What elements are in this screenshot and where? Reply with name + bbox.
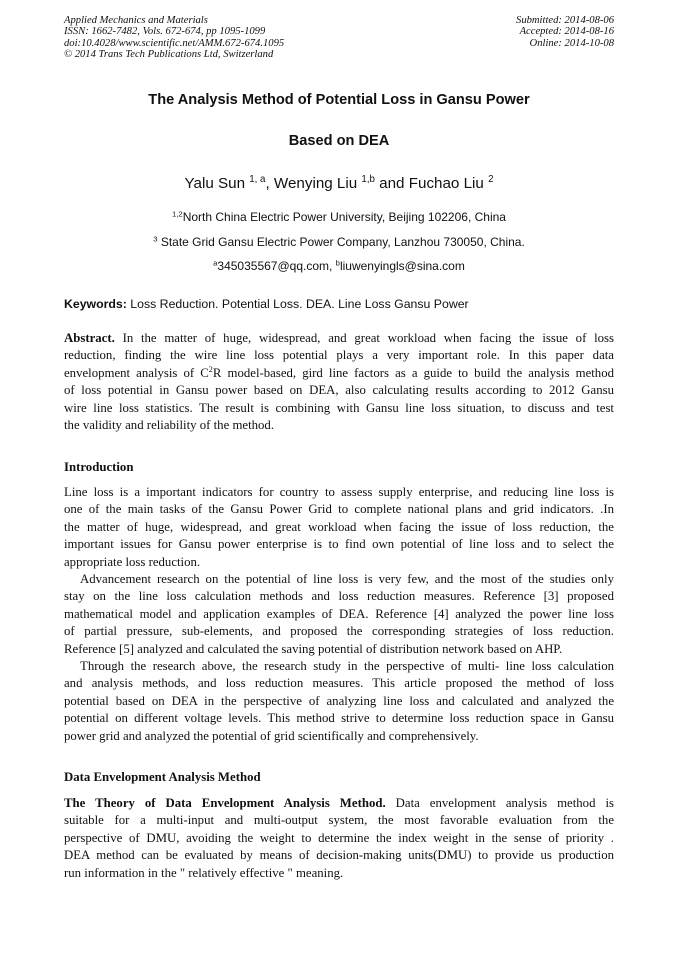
dea-theory-subheading: The Theory of Data Envelopment Analysis Method. [64,796,386,810]
email-b-marker: b [335,258,340,268]
online-date: Online: 2014-10-08 [529,37,614,49]
body-line: the matter of huge, widespread, and great workload when facing the issue of loss reduction, the [64,519,614,534]
abstract-text: In the matter of huge, widespread, and great workload when facing the issue of loss [114,331,614,345]
body-line: potential based on DEA in the perspective of analyzing line loss and calculated and analyzed the [64,693,614,708]
body-line: one of the main tasks of the Gansu Power Grid to complete national plans and grid indicators. .In [64,502,614,517]
submission-dates [516,15,614,49]
author-1-affiliation: 1, a [249,173,266,185]
body-line: mathematical model and application examples of DEA. Reference [4] analyzed the power line loss [64,606,614,621]
body-line: Through the research above, the research study in the perspective of multi- line loss calculation [80,659,614,673]
abstract-text: R model-based, gird line factors as a guide to build the analysis method [212,365,614,380]
introduction-heading: Introduction [64,460,134,474]
affiliation-2-marker: 3 [153,234,158,244]
abstract-line: the validity and reliability of the method. [64,417,275,432]
body-line: Reference [5] analyzed and calculated the saving potential of distribution network based on AHP. [64,641,563,656]
author-separator-1: , Wenying Liu [265,175,362,192]
author-separator-2: and Fuchao Liu [374,175,489,192]
affiliation-2-text: State Grid Gansu Electric Power Company, Lanzhou 730050, China. [157,235,525,249]
body-line: suitable for a multi-input and multi-output system, the most favorable evaluation from the [64,813,614,828]
affiliation-1-text: North China Electric Power University, Beijing 102206, China [182,210,506,224]
body-line: appropriate loss reduction. [64,554,201,569]
body-line: Line loss is a important indicators for country to assess supply enterprise, and reducing line loss is [64,485,614,499]
body-line: DEA method can be evaluated by means of decision-making units(DMU) to provide us production [64,848,614,863]
abstract-text: envelopment analysis of C [64,365,209,380]
body-line: run information in the " relatively effective " meaning. [64,865,344,880]
abstract-line [64,365,614,382]
abstract-line: of loss potential in Gansu power based on DEA, also calculating results according to 2012 Gansu [64,383,614,398]
dea-theory-paragraph [64,795,614,882]
abstract-superscript: 2 [208,364,213,374]
body-text: Data envelopment analysis method is [385,796,614,810]
body-line: of partial pressure, sub-elements, and proposed the corresponding strategies of loss reduction. [64,624,614,639]
submitted-date: Submitted: 2014-08-06 [516,15,614,26]
author-1: Yalu Sun [184,175,250,192]
abstract-line: wire line loss statistics. The result is combining with Gansu line loss situation, to discuss and test [64,400,614,415]
email-addresses [0,259,678,273]
abstract-line [64,330,614,347]
body-line: potential on different voltage levels. This method strive to determine loss reduction space in Gansu [64,711,614,726]
keywords-text: Loss Reduction. Potential Loss. DEA. Line Loss Gansu Power [126,297,469,311]
body-line: power grid and analyzed the potential of grid scientifically and comprehensively. [64,728,479,743]
keywords-label: Keywords: [64,297,127,311]
dea-section-heading: Data Envelopment Analysis Method [64,770,261,784]
author-3-affiliation: 2 [488,173,494,185]
journal-issn: ISSN: 1662-7482, Vols. 672-674, pp 1095-1099 [64,26,266,38]
body-line: and analysis methods, and loss reduction measures. This article proposed the method of loss [64,676,614,691]
journal-name: Applied Mechanics and Materials [64,15,208,26]
accepted-date: Accepted: 2014-08-16 [519,26,614,38]
introduction-paragraph-2 [64,571,614,658]
body-line: important issues for Gansu power enterprise is to find own potential of line loss and to select the [64,537,614,552]
email-b: liuwenyingls@sina.com [339,259,465,273]
body-line: stay on the line loss calculation methods and loss reduction measures. Reference [3] proposed [64,589,614,604]
email-a-marker: a [213,258,218,268]
paper-title-line-2: Based on DEA [288,133,390,149]
abstract [64,330,614,434]
abstract-label: Abstract. [64,331,115,345]
paper-title-line-1: The Analysis Method of Potential Loss in Gansu Power [148,92,530,108]
author-list [0,175,678,192]
journal-info [64,15,284,61]
abstract-line: reduction, finding the wire line loss potential plays a very important role. In this paper data [64,348,614,363]
affiliation-1-marker: 1,2 [172,209,183,219]
body-line [64,795,614,812]
body-line: Advancement research on the potential of line loss is very few, and the most of the studies only [80,572,614,586]
keywords [64,297,469,311]
affiliation-2 [0,235,678,249]
affiliation-1 [0,210,678,224]
introduction-paragraph-1 [64,484,614,571]
journal-doi: doi:10.4028/www.scientific.net/AMM.672-674.1095 [64,37,285,49]
author-2-affiliation: 1,b [361,173,375,185]
introduction-paragraph-3 [64,658,614,745]
journal-copyright: © 2014 Trans Tech Publications Ltd, Switzerland [64,49,274,61]
body-line: perspective of DMU, avoiding the weight to determine the index weight in the sense of priority . [64,830,614,845]
email-a: 345035567@qq.com, [217,259,336,273]
